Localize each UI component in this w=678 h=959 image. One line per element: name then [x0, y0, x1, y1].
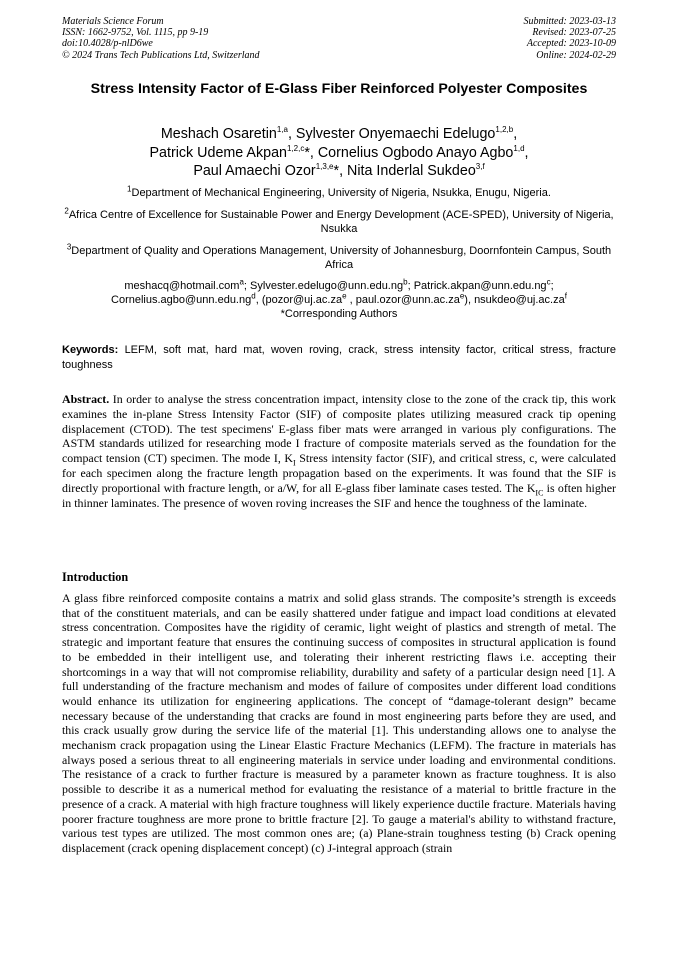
email-sep: ;: [407, 280, 414, 292]
journal-issn: ISSN: 1662-9752, Vol. 1115, pp 9-19: [62, 27, 209, 39]
author: Meshach Osaretin: [160, 126, 277, 142]
abstract-text-2: Stress intensity factor (SIF), and critical stress, c, were calculated for each specimen along the fracture length propagation based on the experiments. It was found that the SIF is directly proportional with fracture length, or a/W, for all E-glass fiber laminate cases tested. The K: [62, 451, 616, 495]
email[interactable]: nsukdeo@uj.ac.za: [474, 294, 565, 307]
author-sep: ,: [513, 126, 518, 142]
affiliation-sup: 1: [127, 184, 132, 194]
date-accepted: Accepted: 2023-10-09: [526, 38, 616, 50]
email-sep: ,: [255, 294, 262, 307]
email[interactable]: paul.ozor@unn.ac.za: [355, 294, 460, 307]
affiliation-1: [62, 186, 616, 200]
author-affil-sup: 1,a: [276, 125, 288, 135]
journal-info: [62, 16, 260, 61]
abstract-label: Abstract.: [62, 392, 110, 406]
author: Cornelius Ogbodo Anayo Agbo: [317, 144, 514, 161]
paper-title: Stress Intensity Factor of E-Glass Fiber Reinforced Polyester Composites: [90, 81, 588, 97]
author: Nita Inderlal Sukdeo: [347, 163, 476, 179]
keywords-label: Keywords:: [62, 344, 119, 356]
date-submitted: Submitted: 2023-03-13: [523, 16, 616, 27]
author-sep: *,: [304, 144, 318, 161]
email-sup: a: [239, 277, 244, 287]
author: Patrick Udeme Akpan: [149, 144, 287, 161]
email-sup: d: [251, 291, 256, 301]
email-sup: c: [546, 277, 551, 287]
author-affil-sup: 1,2,b: [495, 125, 514, 135]
introduction-body: A glass fibre reinforced composite contains a matrix and solid glass strands. The composite’s strength is exceeds that of the constituent materials, and can be easily shattered under fatigue and impact load conditions at elevated stress concentration. Composites have the rigidity of ceramic, light weight of plastics and strength of metal. The strategic and important feature that ensures the continuing success of composites in structural application is found to be embedded in their intelligent use, and tolerating their inherent restricting flaws i.e. accepting their shortcomings in a way that will not compromise reliability, durability and safety of a particular design need [1]. A full understanding of the fracture mechanism and modes of failure of composites under different load conditions would enhance its utilization for engineering applications. The concept of “damage-tolerant design” became necessary because of the understanding that cracks are found in most engineering parts before they are used, and this crack usually grow during the service life of the material [1]. This understanding allows one to analyse the mechanism crack propagation using the Linear Elastic Fracture Mechanics (LEFM). The fracture in materials has always posed a serious threat to all engineering materials in service under loading and environmental conditions. The resistance of a crack to further fracture is measured by a parameter known as fracture toughness. It is also possible to describe it as a numerical method for evaluating the resistance of a material to brittle fracture in the presence of a crack. A material with high fracture toughness will likely experience ductile fracture. Materials having poorer fracture toughness are more prone to brittle fracture [2]. To gauge a material's ability to withstand fracture, various test types are utilized. The most common ones are; (a) Plane-strain toughness testing (b) Crack opening displacement (crack opening displacement concept) (c) J-integral approach (strain: [62, 591, 616, 855]
email-sup: e: [342, 291, 347, 301]
affiliation-sup: 3: [66, 242, 72, 252]
author-affil-sup: 1,3,e: [315, 162, 334, 172]
journal-copyright: © 2024 Trans Tech Publications Ltd, Switzerland: [62, 49, 260, 61]
email[interactable]: (pozor@uj.ac.za: [261, 294, 343, 307]
author-affil-sup: 3,f: [475, 162, 485, 172]
email[interactable]: meshacq@hotmail.com: [124, 280, 240, 292]
email-sep: ;: [550, 280, 554, 292]
journal-name: Materials Science Forum: [62, 16, 164, 27]
affiliation-text: Africa Centre of Excellence for Sustainable Power and Energy Development (ACE-SPED), University of Nigeria, Nsukka: [68, 209, 614, 236]
author-sep: ,: [287, 126, 296, 142]
affiliation-3: [62, 244, 616, 272]
journal-doi: doi:10.4028/p-nlD6we: [62, 38, 153, 50]
author-affil-sup: 1,2,c: [286, 143, 305, 153]
email-sep: ,: [346, 294, 356, 307]
author-sep: *,: [333, 163, 348, 179]
email-sep: ),: [464, 294, 475, 307]
email-sup: b: [403, 277, 408, 287]
affiliation-text: Department of Quality and Operations Management, University of Johannesburg, Doornfontein Campus, South Africa: [71, 245, 612, 272]
introduction-heading: Introduction: [62, 570, 129, 584]
email-sup: e: [459, 291, 465, 301]
email[interactable]: Sylvester.edelugo@unn.edu.ng: [250, 280, 404, 292]
email[interactable]: Cornelius.agbo@unn.edu.ng: [111, 294, 252, 307]
affiliation-text: Department of Mechanical Engineering, University of Nigeria, Nsukka, Enugu, Nigeria.: [131, 187, 551, 199]
author-sep: ,: [524, 144, 529, 161]
keywords-text: LEFM, soft mat, hard mat, woven roving, crack, stress intensity factor, critical stress, fracture toughness: [62, 344, 617, 371]
affiliation-sup: 2: [64, 206, 69, 216]
author: Sylvester Onyemaechi Edelugo: [295, 126, 496, 142]
email[interactable]: Patrick.akpan@unn.edu.ng: [413, 280, 547, 292]
abstract: [62, 392, 616, 510]
abstract-sub-1: I: [293, 458, 296, 468]
author-list: [62, 125, 616, 181]
author-affil-sup: 1,d: [513, 143, 525, 153]
email-sup: f: [564, 291, 567, 301]
author: Paul Amaechi Ozor: [193, 163, 316, 179]
keywords: [62, 343, 616, 372]
author-emails: [62, 279, 616, 322]
submission-dates: [524, 16, 617, 61]
abstract-text-1: In order to analyse the stress concentration impact, intensity close to the zone of the crack tip, this work examines the in-plane Stress Intensity Factor (SIF) of composite plates utilizing measured crack tip opening displacement (CTOD). The test specimens' E-glass fiber mats were arranged in various ply configurations. The ASTM standards utilized for researching mode I fracture of composite materials served as the foundation for the compact tension (CT) specimen. The mode I, K: [62, 392, 616, 466]
affiliation-2: [62, 208, 616, 236]
abstract-sub-2: IC: [535, 488, 544, 498]
corresponding-note: *Corresponding Authors: [280, 308, 398, 321]
date-online: Online: 2024-02-29: [536, 49, 616, 61]
abstract-text-3: is often higher in thinner laminates. The presence of woven roving increases the SIF and hence the toughness of the laminate.: [62, 480, 616, 510]
email-sep: ;: [243, 280, 251, 292]
date-revised: Revised: 2023-07-25: [532, 27, 616, 39]
